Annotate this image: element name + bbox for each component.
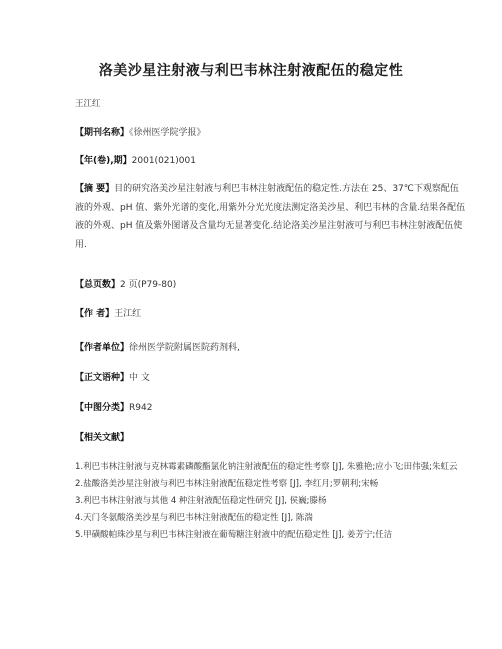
page-title: 洛美沙星注射液与利巴韦林注射液配伍的稳定性	[98, 63, 404, 79]
language-label: 【正文语种】	[75, 373, 130, 383]
journal-value: 《徐州医学院学报》	[129, 128, 206, 138]
journal-field	[75, 124, 467, 142]
related-list	[75, 460, 467, 543]
authors-label: 【作 者】	[75, 309, 115, 319]
pages-label: 【总页数】	[75, 280, 121, 290]
related-label: 【相关文献】	[75, 433, 130, 443]
related-item[interactable]: 3.利巴韦林注射液与其他 4 种注射液配伍稳定性研究 [J], 侯巍;滕杨	[75, 496, 327, 506]
clc-field	[75, 399, 467, 417]
language-value: 中 文	[129, 373, 150, 383]
related-item[interactable]: 2.盐酸洛美沙星注射液与利巴韦林注射液配伍稳定性考察 [J], 李红月;罗朝利;宋畅	[75, 479, 379, 489]
year-value: 2001(021)001	[131, 156, 196, 166]
affiliation-label: 【作者单位】	[75, 343, 130, 353]
year-label: 【年(卷),期】	[75, 156, 132, 166]
language-field	[75, 369, 467, 387]
authors-value: 王江红	[114, 309, 142, 319]
affiliation-value: 徐州医学院附属医院药剂科,	[129, 343, 240, 353]
related-item[interactable]: 5.甲磺酸帕珠沙星与利巴韦林注射液在葡萄糖注射液中的配伍稳定性 [J], 姜芳宁;任洁	[75, 530, 393, 540]
authors-field	[75, 305, 467, 323]
clc-label: 【中图分类】	[75, 403, 130, 413]
affiliation-field	[75, 339, 467, 357]
abstract-field	[75, 180, 467, 254]
abstract-value: 目的研究洛美沙星注射液与利巴韦林注射液配伍的稳定性.方法在 25、37℃下观察配伍液的外观、pH 值、紫外光谱的变化,用紫外分光光度法测定洛美沙星、利巴韦林的含量.结果各配伍液的外观、pH 值及紫外图谱及含量均无显著变化.结论洛美沙星注射液可与利巴韦林注射液配伍使用.	[75, 184, 466, 250]
related-heading	[75, 429, 467, 447]
journal-label: 【期刊名称】	[75, 128, 130, 138]
abstract-label: 【摘 要】	[75, 184, 115, 194]
related-item[interactable]: 1.利巴韦林注射液与克林霉素磷酸酯氯化钠注射液配伍的稳定性考察 [J], 朱雅艳;应小飞;田伟强;朱虹云	[75, 462, 458, 472]
clc-value: R942	[129, 403, 153, 413]
pages-value: 2 页(P79-80)	[120, 280, 177, 290]
author-line: 王江红	[75, 99, 101, 109]
year-field	[75, 152, 467, 170]
related-item[interactable]: 4.天门冬氨酸洛美沙星与利巴韦林注射液配伍的稳定性 [J], 陈湍	[75, 513, 313, 523]
pages-field	[75, 276, 467, 294]
